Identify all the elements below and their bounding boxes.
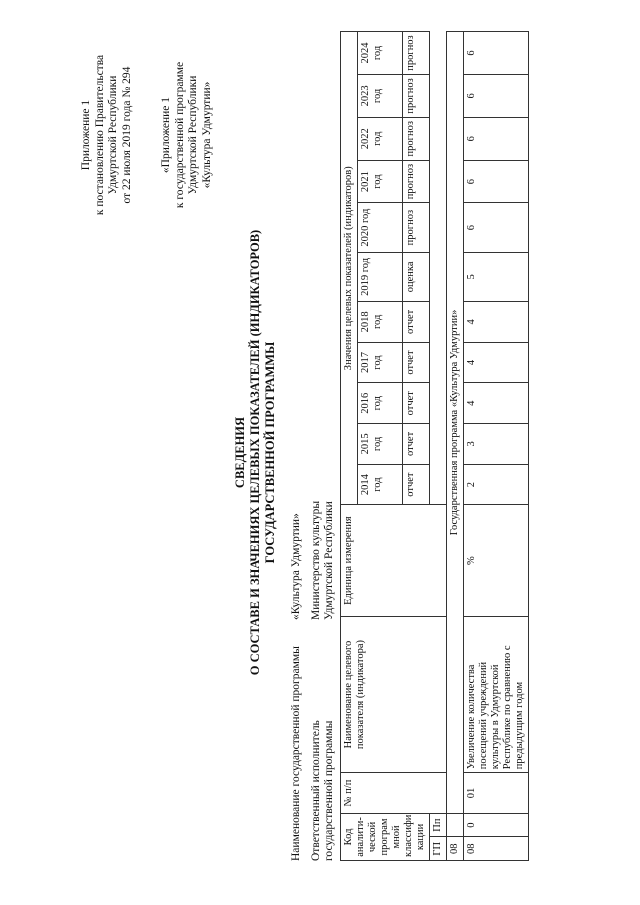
- indicators-table: [340, 31, 529, 861]
- appendix-top-line: Приложение 1: [80, 99, 92, 171]
- row-value: 5: [464, 252, 529, 301]
- row-value: 6: [464, 32, 529, 75]
- appendix-top-line: от 22 июля 2019 года № 294: [120, 66, 133, 204]
- status-header: отчет: [403, 424, 430, 465]
- program-gp-code: 08: [447, 837, 464, 861]
- row-value: 6: [464, 203, 529, 252]
- gp-header: ГП: [430, 837, 447, 861]
- unit-header: Единица измерения: [341, 505, 447, 616]
- row-value: 6: [464, 75, 529, 118]
- title-line: ГОСУДАРСТВЕННОЙ ПРОГРАММЫ: [263, 341, 277, 564]
- program-label: Наименование государственной программы: [290, 646, 302, 861]
- executor-label-line1: Ответственный исполнитель: [310, 720, 322, 861]
- row-value: 6: [464, 117, 529, 160]
- program-pp-code: [447, 813, 464, 837]
- name-header: Наименование целевого показателя (индикатора): [341, 616, 447, 772]
- row-value: 3: [464, 424, 529, 465]
- status-header: отчет: [403, 302, 430, 343]
- year-header: 2018 год: [358, 302, 403, 343]
- appendix-top-line: к постановлению Правительства: [93, 54, 106, 216]
- appendix-second-line: к государственной программе: [173, 61, 186, 209]
- status-header: прогноз: [403, 117, 430, 160]
- values-header: Значения целевых показателей (индикаторов): [341, 32, 358, 505]
- status-header: прогноз: [403, 75, 430, 118]
- document-title: [233, 0, 278, 905]
- status-header: прогноз: [403, 160, 430, 203]
- status-header: отчет: [403, 342, 430, 383]
- row-value: 4: [464, 383, 529, 424]
- row-number: 01: [464, 773, 529, 814]
- year-header: 2021 год: [358, 160, 403, 203]
- appendix-top-line: Удмуртской Республики: [107, 75, 119, 195]
- row-pp-code: 0: [464, 813, 529, 837]
- header-row-1: [341, 32, 358, 861]
- title-line: О СОСТАВЕ И ЗНАЧЕНИЯХ ЦЕЛЕВЫХ ПОКАЗАТЕЛЕЙ (ИНДИКАТОРОВ): [248, 229, 262, 676]
- appendix-second-line: «Приложение 1: [160, 96, 172, 174]
- row-unit: %: [464, 505, 529, 616]
- executor-value-line1: Министерство культуры: [310, 500, 322, 620]
- executor-value-line2: Удмуртской Республики: [323, 501, 335, 620]
- row-value: 4: [464, 302, 529, 343]
- row-value: 2: [464, 464, 529, 505]
- year-header: 2014 год: [358, 464, 403, 505]
- status-header: отчет: [403, 383, 430, 424]
- executor-label-line2: государственной программы: [323, 720, 335, 861]
- year-header: 2017 год: [358, 342, 403, 383]
- code-header: Код аналити-ческой програм мной классифи кации: [341, 813, 430, 860]
- row-value: 6: [464, 160, 529, 203]
- status-header: отчет: [403, 464, 430, 505]
- year-header: 2019 год: [358, 252, 403, 301]
- program-row-title: Государственная программа «Культура Удмуртии»: [447, 32, 464, 814]
- num-header: № п/п: [341, 773, 447, 814]
- appendix-second-line: «Культура Удмуртии»: [200, 81, 213, 189]
- row-gp-code: 08: [464, 837, 529, 861]
- year-header: 2022 год: [358, 117, 403, 160]
- appendix-second-block: [160, 45, 214, 225]
- row-value: 4: [464, 342, 529, 383]
- year-header: 2024 год: [358, 32, 403, 75]
- year-header: 2023 год: [358, 75, 403, 118]
- pp-header: Пп: [430, 813, 447, 837]
- row-indicator-name: Увеличение количества посещений учреждений культуры в Удмуртской Республике по сравнению с предыдущим годом: [464, 616, 529, 772]
- table-row: [464, 32, 529, 861]
- year-header: 2016 год: [358, 383, 403, 424]
- year-header: 2015 год: [358, 424, 403, 465]
- status-header: прогноз: [403, 32, 430, 75]
- title-line: СВЕДЕНИЯ: [233, 416, 247, 489]
- appendix-second-line: Удмуртской Республики: [187, 75, 199, 195]
- status-header: прогноз: [403, 203, 430, 252]
- status-header: оценка: [403, 252, 430, 301]
- year-header: 2020 год: [358, 203, 403, 252]
- appendix-top-block: [80, 45, 134, 225]
- program-value: «Культура Удмуртии»: [290, 513, 302, 620]
- program-row: [447, 32, 464, 861]
